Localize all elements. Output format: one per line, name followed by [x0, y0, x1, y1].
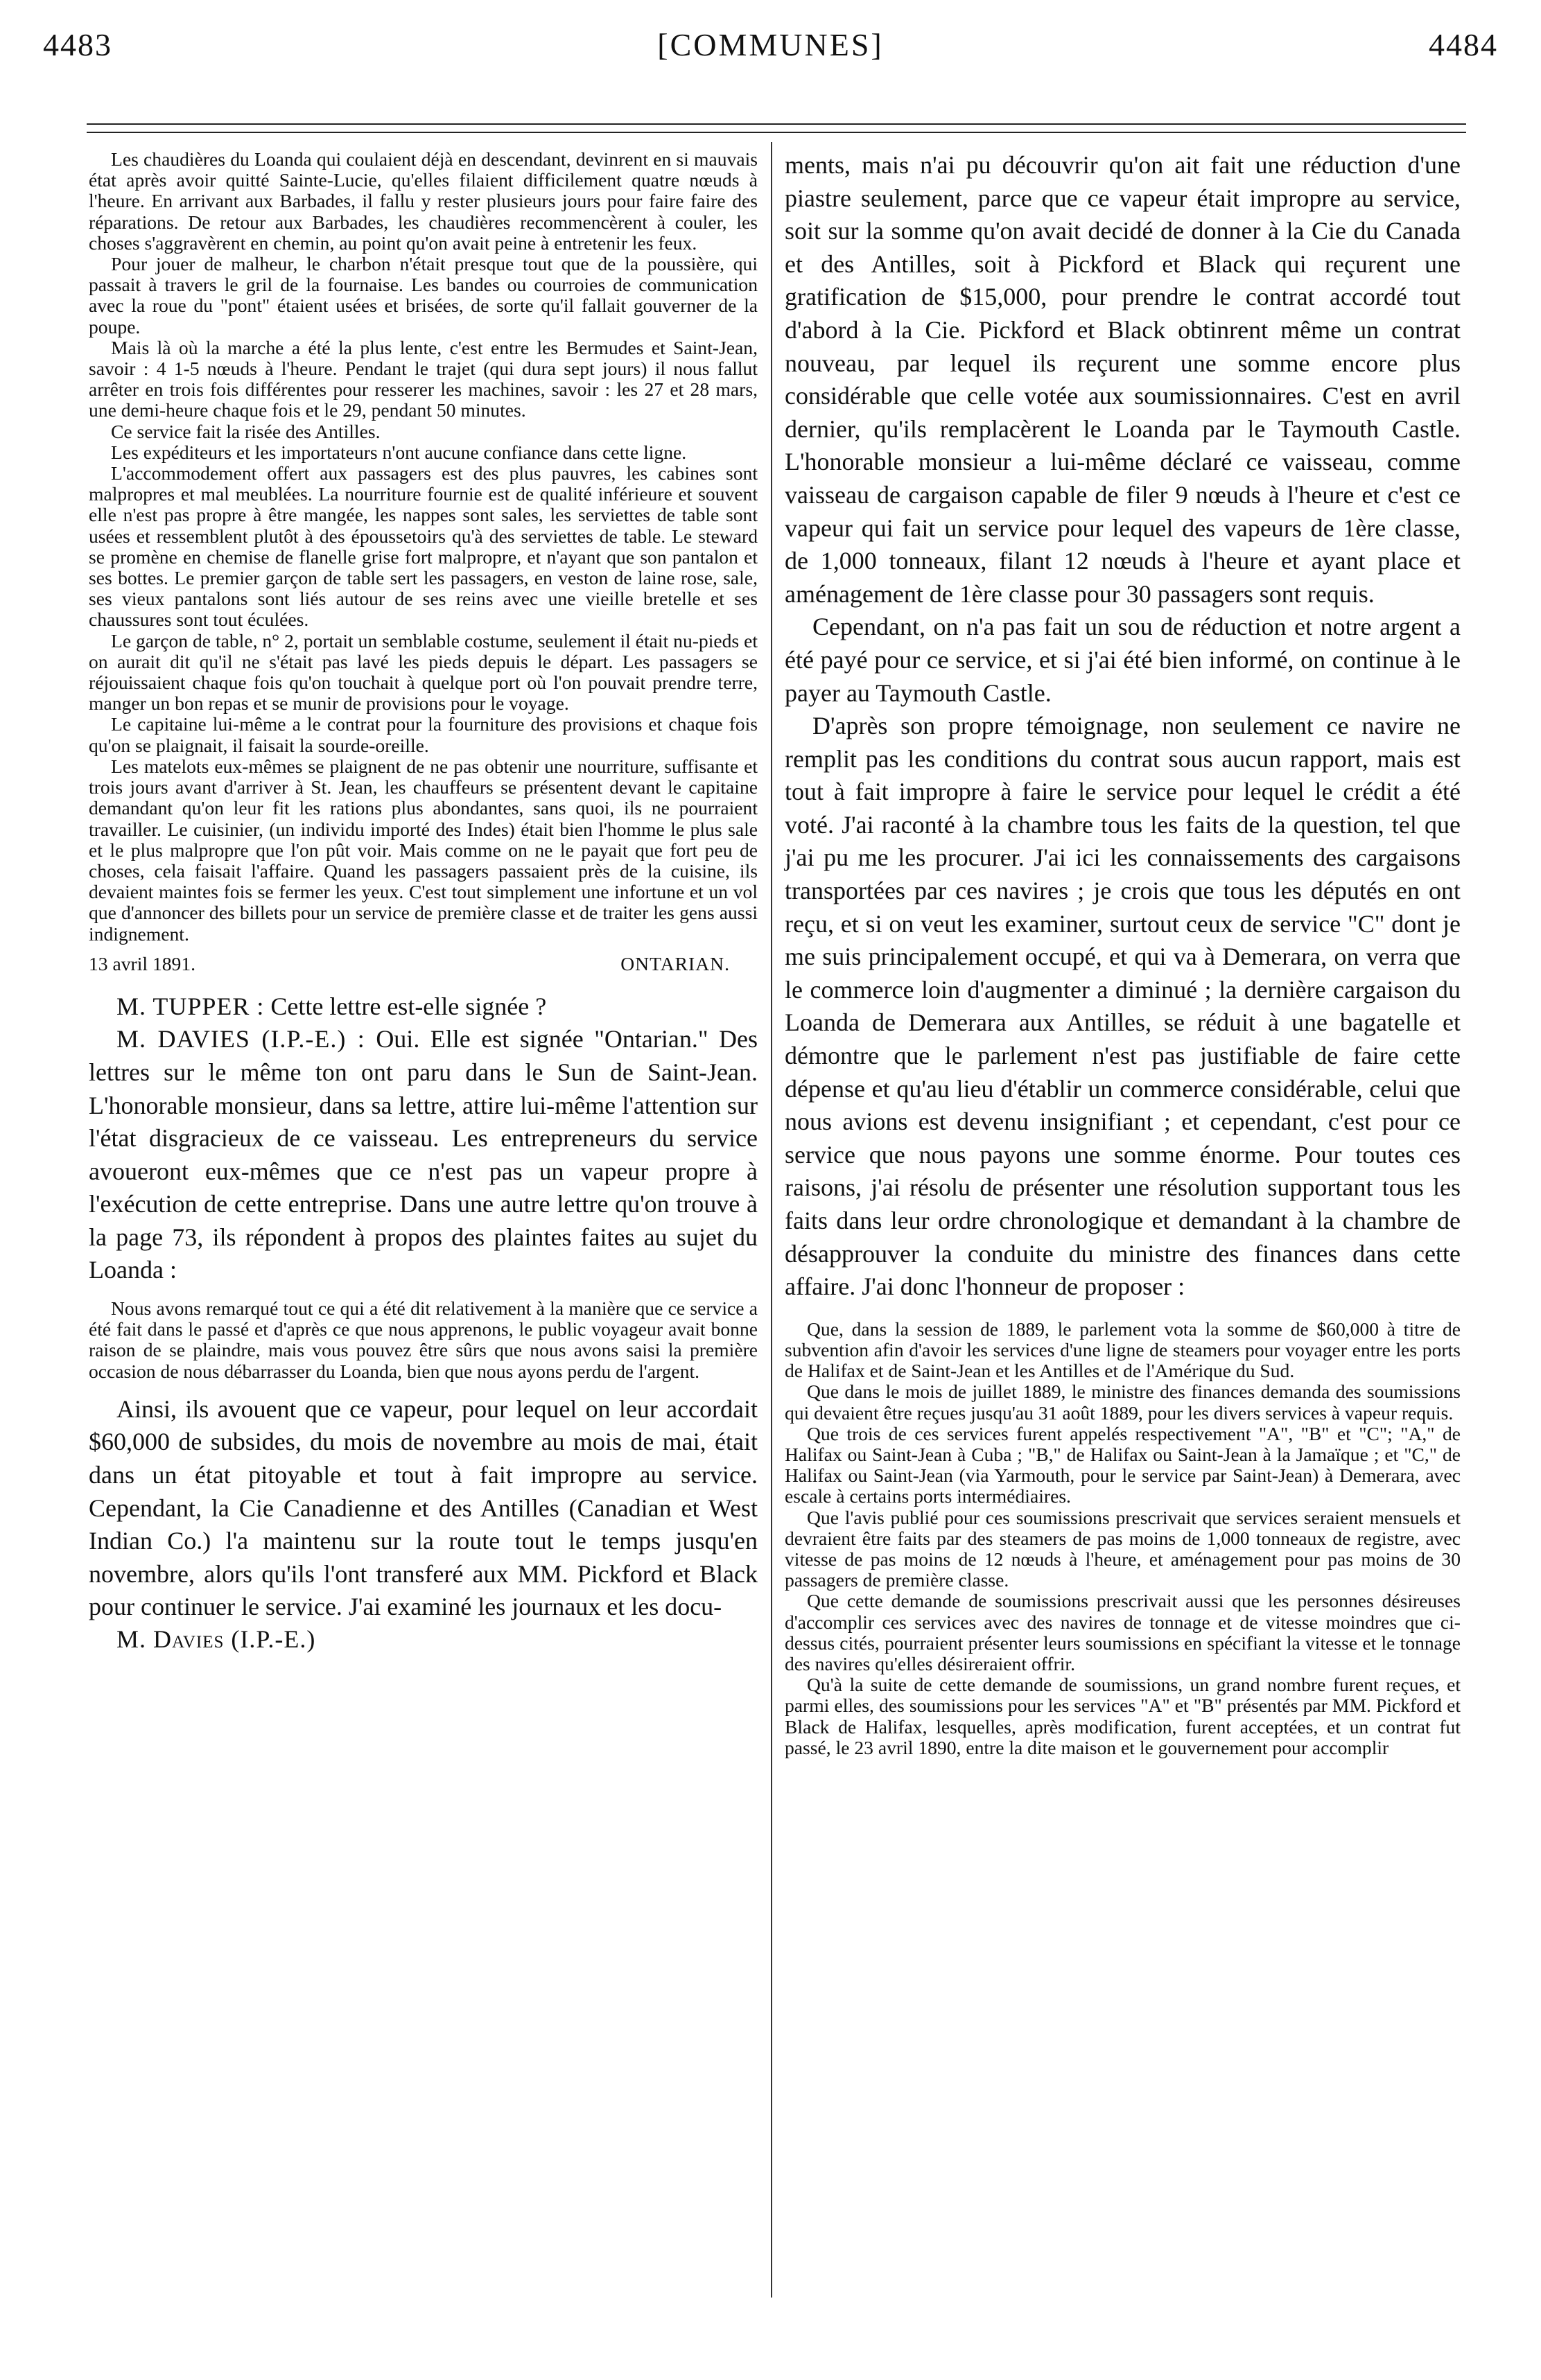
letter-paragraph: Le garçon de table, n° 2, portait un semblable costume, seulement il était nu-pieds et on aurait dit qu'il ne s'était pas lavé les pieds depuis le départ. Les passagers se réjouissaient chaque fois qu'on touchait à quelque port où l'on pouvait prendre terre, manger un bon repas et se munir de provisions pour le voyage.	[89, 629, 758, 715]
speaker-name: M. DAVIES (I.P.-E.) :	[116, 1025, 365, 1053]
quoted-letter	[89, 149, 758, 945]
letter-paragraph: Pour jouer de malheur, le charbon n'était presque tout que de la poussière, qui passait à travers le gril de la fournaise. Les bandes ou courroies de communication avec la roue du "pont" étaient usées et brisées, de sorte qu'il fallait gouverner de la poupe.	[89, 253, 758, 338]
letter-paragraph: Le capitaine lui-même a le contrat pour la fourniture des provisions et chaque fois qu'on se plaignait, il faisait la sourde-oreille.	[89, 713, 758, 756]
letter-paragraph: Les matelots eux-mêmes se plaignent de ne pas obtenir une nourriture, suffisante et trois jours avant d'arriver à St. Jean, les chauffeurs se présentent devant le capitaine demandant qu'on leur fit les rations plus abondantes, sans quoi, ils ne pourraient travailler. Le cuisinier, (un individu importé des Indes) était bien l'homme le plus sale et le plus malpropre que l'on pût voir. Mais comme on ne le payait que fort peu de choses, cela faisait l'affaire. Quand les passagers passaient près de la cuisine, ils devaient maintes fois se fermer les yeux. C'est tout simplement une infortune et un vol que d'annoncer des billets pour un service de première classe et de traiter les gens aussi indignement.	[89, 755, 758, 945]
speaker-name: M. TUPPER :	[116, 992, 265, 1020]
speech-text: Oui. Elle est signée "Ontarian." Des lettres sur le même ton ont paru dans le Sun de Saint-Jean. L'honorable monsieur, dans sa lettre, attire lui-même l'attention sur l'état disgracieux de ce vaisseau. Les entrepreneurs du service avoueront eux-mêmes que ce n'est pas un vapeur propre à l'exécution de cette entreprise. Dans une autre lettre qu'on trouve à la page 73, ils répondent à propos des plaintes faites au sujet du Loanda :	[89, 1025, 758, 1284]
signature-name: ONTARIAN.	[620, 952, 730, 974]
letter-paragraph: L'accommodement offert aux passagers est des plus pauvres, les cabines sont malpropres et mal meublées. La nourriture fournie est de qualité inférieure et souvent elle n'est pas propre à être mangée, les nappes sont sales, les serviettes de table sont usées et ressemblent plutôt à des époussetoirs qu'à des serviettes de table. Le steward se promène en chemise de flanelle grise fort malpropre, et n'ayant que son pantalon et ses bottes. Le premier garçon de table sert les passagers, en veston de laine rose, sale, ses vieux pantalons sont liés autour de ses reins avec une vieille bretelle et ses chaussures sont tout éculées.	[89, 462, 758, 631]
resolution-paragraph: Que trois de ces services furent appelés respectivement "A", "B" et "C"; "A," de Halifax ou Saint-Jean à Cuba ; "B," de Halifax ou Saint-Jean à la Jamaïque ; et "C," de Halifax ou Saint-Jean (via Yarmouth, pour le service par Saint-Jean) à Demerara, avec escale à certains ports intermédiaires.	[785, 1422, 1461, 1507]
debate-text-continued	[89, 1393, 758, 1624]
speech-paragraph: ments, mais n'ai pu découvrir qu'on ait fait une réduction d'une piastre seulement, parce que ce vapeur était impropre au service, soit sur la somme qu'on avait decidé de donner à la Cie du Canada et des Antilles, soit à Pickford et Black qui reçurent une gratification de $15,000, pour prendre le contrat accordé tout d'abord à la Cie. Pickford et Black obtinrent même un contrat nouveau, par lequel ils reçurent une somme encore plus considérable que celle votée aux soumissionnaires. C'est en avril dernier, qu'ils remplacèrent le Loanda par le Taymouth Castle. L'honorable monsieur a lui-même déclaré ce vaisseau, comme vaisseau de cargaison capable de filer 9 nœuds à l'heure et c'est ce vapeur qui fait un service pour lequel des vapeurs de 1ère classe, de 1,000 tonneaux, filant 12 nœuds à l'heure et ayant place et aménagement de 1ère classe pour 30 passagers sont requis.	[785, 151, 1461, 608]
quote-paragraph: Nous avons remarqué tout ce qui a été dit relativement à la manière que ce service a été fait dans le passé et d'après ce que nous apprenons, le public voyageur avait bonne raison de se plaindre, mais vous pouvez être sûrs que nous avons saisi la première occasion de nous débarrasser du Loanda, bien que nous ayons perdu de l'argent.	[89, 1297, 758, 1382]
speech-davies	[89, 1023, 758, 1287]
letter-paragraph: Les chaudières du Loanda qui coulaient déjà en descendant, devinrent en si mauvais état après avoir quitté Sainte-Lucie, qu'elles filaient difficilement quatre nœuds à l'heure. En arrivant aux Barbades, il fallu y rester plusieurs jours pour faire faire des réparations. De retour aux Barbades, les chaudières recommencèrent à couler, les choses s'aggravèrent en chemin, au point qu'on avait peine à entretenir les feux.	[89, 148, 758, 254]
resolution-paragraph: Que cette demande de soumissions prescrivait aussi que les personnes désireuses d'accomplir ces services avec des navires de tonnage et de vitesse moindres que ci-dessus cités, pourraient présenter leurs soumissions en spécifiant la vitesse et le tonnage des navires qu'elles désireraient offrir.	[785, 1590, 1461, 1675]
page-number-left: 4483	[43, 27, 112, 62]
speech-tupper	[89, 990, 758, 1024]
page-header	[0, 26, 1541, 82]
left-column	[89, 149, 758, 1654]
letter-paragraph: Ce service fait la risée des Antilles.	[111, 420, 381, 442]
debate-text	[89, 990, 758, 1287]
resolution-paragraph: Que l'avis publié pour ces soumissions prescrivait que services seraient mensuels et devraient être faits par des steamers de pas moins de 1,000 tonneaux de registre, avec vitesse de pas moins de 12 nœuds à l'heure, et aménagement pour pas moins de 30 passagers de première classe.	[785, 1506, 1461, 1591]
letter-paragraph: Les expéditeurs et les importateurs n'ont aucune confiance dans cette ligne.	[111, 441, 687, 463]
right-column	[785, 149, 1461, 1758]
header-rule-bottom	[87, 132, 1466, 133]
resolution-paragraph: Que, dans la session de 1889, le parlement vota la somme de $60,000 à titre de subvention afin d'avoir les services d'une ligne de steamers pour voyager entre les ports de Halifax et de Saint-Jean et les Antilles et de l'Amérique du Sud.	[785, 1318, 1461, 1382]
speech-text: Cette lettre est-elle signée ?	[270, 992, 547, 1020]
running-speaker-footer: M. Davies (I.P.-E.)	[116, 1625, 316, 1654]
resolution-text	[785, 1319, 1461, 1758]
column-divider	[771, 142, 772, 2298]
debate-text-right	[785, 149, 1461, 1304]
quoted-reply	[89, 1298, 758, 1382]
speech-paragraph: Cependant, on n'a pas fait un sou de réduction et notre argent a été payé pour ce service, et si j'ai été bien informé, on continue à le payer au Taymouth Castle.	[785, 613, 1461, 707]
resolution-paragraph: Qu'à la suite de cette demande de soumissions, un grand nombre furent reçues, et parmi elles, des soumissions pour les services "A" et "B" présentés par MM. Pickford et Black de Halifax, lesquelles, après modification, furent acceptées, et un contrat fut passé, le 23 avril 1890, entre la dite maison et le gouvernement pour accomplir	[785, 1674, 1461, 1758]
signature-date: 13 avril 1891.	[89, 952, 196, 974]
resolution-paragraph: Que dans le mois de juillet 1889, le ministre des finances demanda des soumissions qui devaient être reçues jusqu'au 31 août 1889, pour les divers services à vapeur requis.	[785, 1381, 1461, 1424]
speech-paragraph: Ainsi, ils avouent que ce vapeur, pour lequel on leur accordait $60,000 de subsides, du mois de novembre au mois de mai, était dans un état pitoyable et tout à fait impropre au service. Cependant, la Cie Canadienne et des Antilles (Canadian et West Indian Co.) l'a maintenu sur la route tout le temps jusqu'en novembre, alors qu'ils l'ont transferé aux MM. Pickford et Black pour continuer le service. J'ai examiné les journaux et les docu-	[89, 1394, 758, 1621]
header-rule-top	[87, 123, 1466, 125]
speech-paragraph: D'après son propre témoignage, non seulement ce navire ne remplit pas les conditions du contrat sous aucun rapport, mais est tout à fait impropre à faire le service pour lequel le crédit a été voté. J'ai raconté à la chambre tous les faits de la question, tel que j'ai pu me les procurer. J'ai ici les connaissements des cargaisons transportées par ces navires ; je crois que tous les députés en ont reçu, et si on veut les examiner, surtout ceux de service "C" dont je me suis principalement occupé, et qui va à Demerara, on verra que le commerce loin d'augmenter a diminué ; la dernière cargaison du Loanda de Demerara aux Antilles, se réduit à une bagatelle et démontre que le parlement n'est pas justifiable de faire cette dépense et qu'au lieu d'établir un commerce considérable, celui que nous avions est devenu insignifiant ; et cependant, c'est pour ce service que nous payons une somme énorme. Pour toutes ces raisons, j'ai résolu de présenter une résolution supportant tous les faits dans leur ordre chronologique et demandant à la chambre de désapprouver la conduite du ministre des finances dans cette affaire. J'ai donc l'honneur de proposer :	[785, 712, 1461, 1301]
page-number-right: 4484	[1429, 27, 1498, 62]
letter-signature	[89, 949, 758, 979]
letter-paragraph: Mais là où la marche a été la plus lente, c'est entre les Bermudes et Saint-Jean, savoir : 4 1-5 nœuds à l'heure. Pendant le trajet (qui dura sept jours) il nous fallut arrêter en trois fois différentes pour resserer les machines, savoir : les 27 et 28 mars, une demi-heure chaque fois et le 29, pendant 50 minutes.	[89, 336, 758, 421]
running-title: [COMMUNES]	[657, 27, 884, 62]
